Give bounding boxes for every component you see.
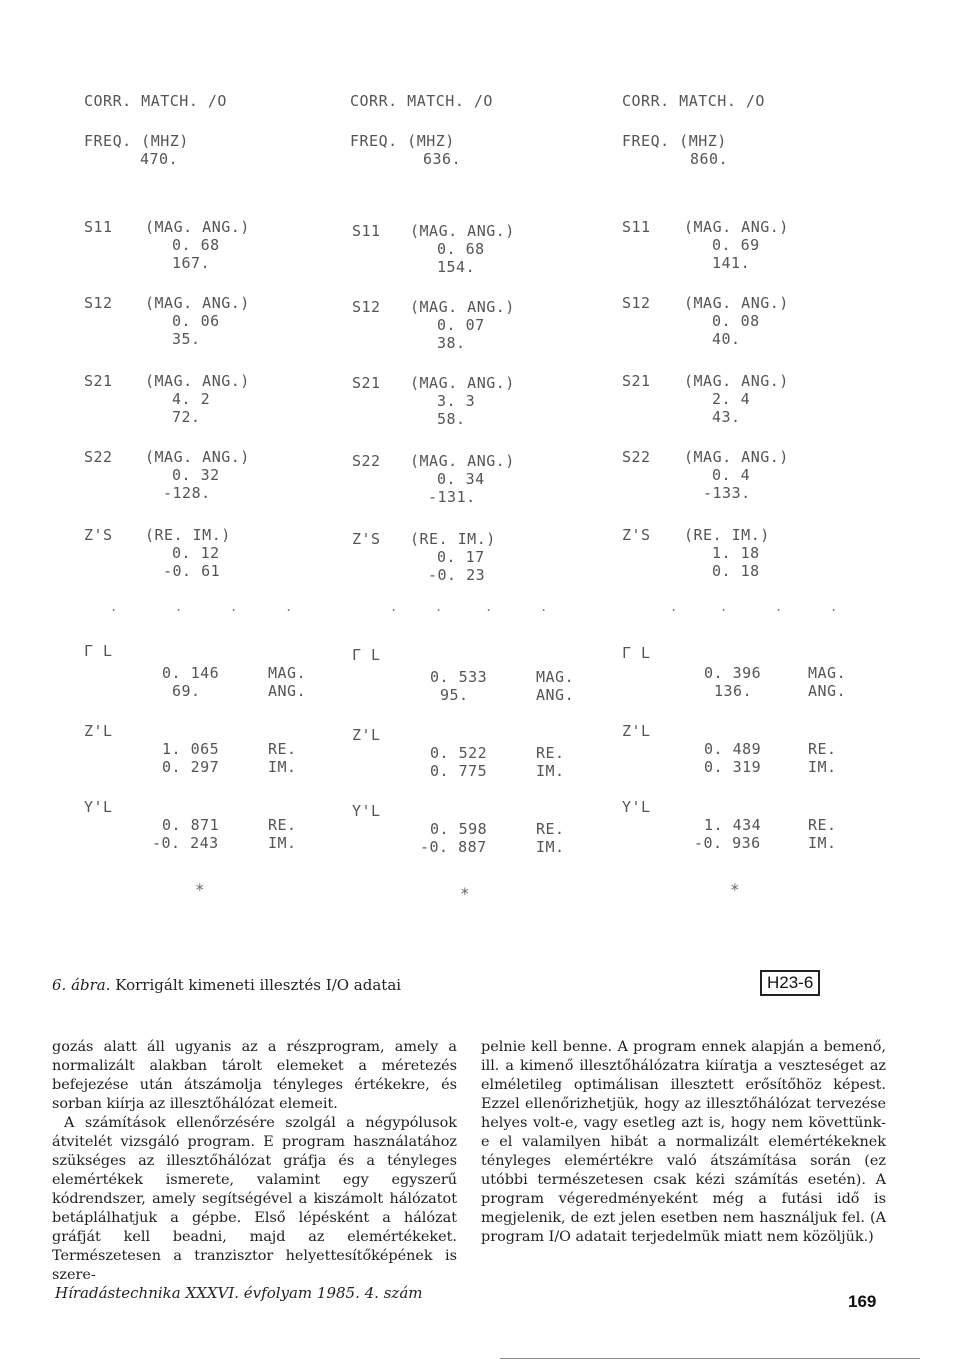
result-value-1: 0. 489 — [704, 740, 762, 758]
param-kind: (MAG. ANG.) — [410, 374, 515, 392]
param-value-1: 0. 34 — [437, 470, 485, 488]
param-kind: (MAG. ANG.) — [410, 222, 515, 240]
param-name: S11 — [352, 222, 381, 240]
column-title: CORR. MATCH. /O — [350, 92, 493, 110]
param-kind: (RE. IM.) — [684, 526, 770, 544]
param-value-2: 141. — [712, 254, 751, 272]
freq-value: 470. — [140, 150, 179, 168]
param-name: S22 — [352, 452, 381, 470]
result-value-1: 0. 598 — [430, 820, 488, 838]
param-kind: (MAG. ANG.) — [145, 372, 250, 390]
paragraph: pelnie kell benne. A program ennek alapján a bemenő, ill. a kimenő illesztőhálózatra kiíratja a veszteséget az elméletileg optimálisan illesztett erősítőhöz képest. Ezzel ellenőrizhetjük, hogy az illesztőhálózat tervezése helyes volt-e, vagy esetleg azt is, hogy nem követtünk-e el valamilyen hibát a normalizált elemértékeknek tényleges elemértékre való átszámítása során (ez utóbbi természetesen csak kézi számítás esetén). A program végeredményeként még a futási idő is megjelenik, de ezt jelen esetben nem használjuk fel. (A program I/O adatait terjedelmük miatt nem közöljük.) — [481, 1039, 886, 1245]
param-name: S11 — [84, 218, 113, 236]
paragraph: A számítások ellenőrzésére szolgál a négypólusok átvitelét vizsgáló program. E program használatához szükséges az illesztőhálózat gráfja és a tényleges elemértékek ismerete, valamint egy egyszerű kódrendszer, amely segítségével a kiszámolt hálózatot betáplálhatjuk a gépbe. Első lépésként a hálózat gráfját kell beadni, majd az elemértékeket. Természetesen a tranzisztor helyettesítőképének is szere- — [52, 1115, 457, 1283]
star-mark: * — [195, 880, 205, 899]
figure-number: 6. ábra. — [52, 976, 111, 994]
paragraph: gozás alatt áll ugyanis az a részprogram, amely a normalizált alakban tárolt elemeket a méretezés befejezése után átszámolja tényleges értékekre, és sorban kiírja az illesztőhálózat elemeit. — [52, 1039, 457, 1112]
result-value-1: 0. 396 — [704, 664, 762, 682]
result-unit-1: RE. — [808, 816, 837, 834]
param-value-2: 0. 18 — [712, 562, 760, 580]
param-name: Z'S — [84, 526, 113, 544]
freq-value: 860. — [690, 150, 729, 168]
param-value-1: 2. 4 — [712, 390, 751, 408]
figure-caption-text: Korrigált kimeneti illesztés I/O adatai — [115, 976, 402, 994]
result-unit-2: IM. — [536, 762, 565, 780]
result-unit-1: RE. — [268, 740, 297, 758]
result-unit-1: RE. — [808, 740, 837, 758]
column-title: CORR. MATCH. /O — [622, 92, 765, 110]
result-unit-1: MAG. — [808, 664, 847, 682]
result-value-2: 0. 775 — [430, 762, 488, 780]
result-unit-1: RE. — [536, 820, 565, 838]
param-value-1: 0. 68 — [172, 236, 220, 254]
param-value-2: -128. — [163, 484, 211, 502]
result-value-2: -0. 887 — [420, 838, 487, 856]
param-value-2: 40. — [712, 330, 741, 348]
result-value-2: -0. 243 — [152, 834, 219, 852]
result-name: Γ L — [622, 644, 651, 662]
param-kind: (MAG. ANG.) — [145, 448, 250, 466]
result-name: Γ L — [84, 642, 113, 660]
param-name: Z'S — [622, 526, 651, 544]
result-unit-2: ANG. — [536, 686, 575, 704]
param-value-2: -0. 23 — [428, 566, 486, 584]
param-name: S12 — [84, 294, 113, 312]
freq-label: FREQ. (MHZ) — [622, 132, 727, 150]
param-value-1: 0. 69 — [712, 236, 760, 254]
param-value-2: -133. — [703, 484, 751, 502]
result-unit-2: ANG. — [808, 682, 847, 700]
result-value-1: 0. 533 — [430, 668, 488, 686]
body-column-right — [481, 1038, 886, 1247]
param-name: S21 — [352, 374, 381, 392]
result-name: Y'L — [84, 798, 113, 816]
result-name: Γ L — [352, 646, 381, 664]
param-value-1: 0. 08 — [712, 312, 760, 330]
param-value-2: -131. — [428, 488, 476, 506]
result-unit-1: RE. — [268, 816, 297, 834]
body-column-left — [52, 1038, 457, 1285]
param-value-2: 72. — [172, 408, 201, 426]
result-name: Y'L — [622, 798, 651, 816]
result-value-1: 0. 871 — [162, 816, 220, 834]
result-value-1: 0. 146 — [162, 664, 220, 682]
journal-reference: Híradástechnika XXXVI. évfolyam 1985. 4. szám — [55, 1284, 423, 1302]
param-name: S22 — [622, 448, 651, 466]
param-value-1: 0. 06 — [172, 312, 220, 330]
param-kind: (RE. IM.) — [410, 530, 496, 548]
param-name: S22 — [84, 448, 113, 466]
param-kind: (MAG. ANG.) — [410, 452, 515, 470]
footer-rule — [500, 1358, 920, 1359]
param-value-1: 0. 12 — [172, 544, 220, 562]
param-value-2: 167. — [172, 254, 211, 272]
result-value-1: 1. 434 — [704, 816, 762, 834]
freq-label: FREQ. (MHZ) — [350, 132, 455, 150]
param-value-1: 0. 4 — [712, 466, 751, 484]
param-name: S11 — [622, 218, 651, 236]
param-value-1: 0. 07 — [437, 316, 485, 334]
param-value-2: 35. — [172, 330, 201, 348]
figure-caption — [52, 976, 401, 994]
param-name: S21 — [622, 372, 651, 390]
star-mark: * — [730, 880, 740, 899]
result-value-2: 69. — [172, 682, 201, 700]
star-mark: * — [460, 884, 470, 903]
param-value-2: 154. — [437, 258, 476, 276]
result-name: Z'L — [352, 726, 381, 744]
param-value-1: 4. 2 — [172, 390, 211, 408]
param-kind: (MAG. ANG.) — [684, 294, 789, 312]
result-value-2: 95. — [440, 686, 469, 704]
column-title: CORR. MATCH. /O — [84, 92, 227, 110]
result-name: Y'L — [352, 802, 381, 820]
figure-id-badge: H23-6 — [760, 970, 820, 996]
result-value-2: 0. 319 — [704, 758, 762, 776]
param-name: Z'S — [352, 530, 381, 548]
result-unit-2: IM. — [536, 838, 565, 856]
result-unit-1: MAG. — [536, 668, 575, 686]
param-kind: (MAG. ANG.) — [684, 448, 789, 466]
param-kind: (MAG. ANG.) — [145, 218, 250, 236]
param-value-1: 0. 32 — [172, 466, 220, 484]
result-unit-1: RE. — [536, 744, 565, 762]
param-value-2: -0. 61 — [163, 562, 221, 580]
result-value-2: -0. 936 — [694, 834, 761, 852]
param-kind: (MAG. ANG.) — [145, 294, 250, 312]
result-value-1: 1. 065 — [162, 740, 220, 758]
result-unit-2: IM. — [808, 758, 837, 776]
result-unit-2: IM. — [268, 834, 297, 852]
param-value-1: 0. 17 — [437, 548, 485, 566]
result-value-2: 0. 297 — [162, 758, 220, 776]
result-name: Z'L — [622, 722, 651, 740]
page-number: 169 — [848, 1292, 877, 1311]
param-name: S12 — [352, 298, 381, 316]
param-value-1: 3. 3 — [437, 392, 476, 410]
param-value-1: 1. 18 — [712, 544, 760, 562]
param-kind: (MAG. ANG.) — [410, 298, 515, 316]
param-value-2: 43. — [712, 408, 741, 426]
param-kind: (RE. IM.) — [145, 526, 231, 544]
result-unit-1: MAG. — [268, 664, 307, 682]
result-unit-2: ANG. — [268, 682, 307, 700]
param-name: S21 — [84, 372, 113, 390]
param-kind: (MAG. ANG.) — [684, 372, 789, 390]
param-kind: (MAG. ANG.) — [684, 218, 789, 236]
result-value-1: 0. 522 — [430, 744, 488, 762]
param-name: S12 — [622, 294, 651, 312]
result-unit-2: IM. — [268, 758, 297, 776]
param-value-2: 58. — [437, 410, 466, 428]
result-value-2: 136. — [714, 682, 753, 700]
freq-label: FREQ. (MHZ) — [84, 132, 189, 150]
param-value-2: 38. — [437, 334, 466, 352]
result-unit-2: IM. — [808, 834, 837, 852]
freq-value: 636. — [423, 150, 462, 168]
param-value-1: 0. 68 — [437, 240, 485, 258]
result-name: Z'L — [84, 722, 113, 740]
